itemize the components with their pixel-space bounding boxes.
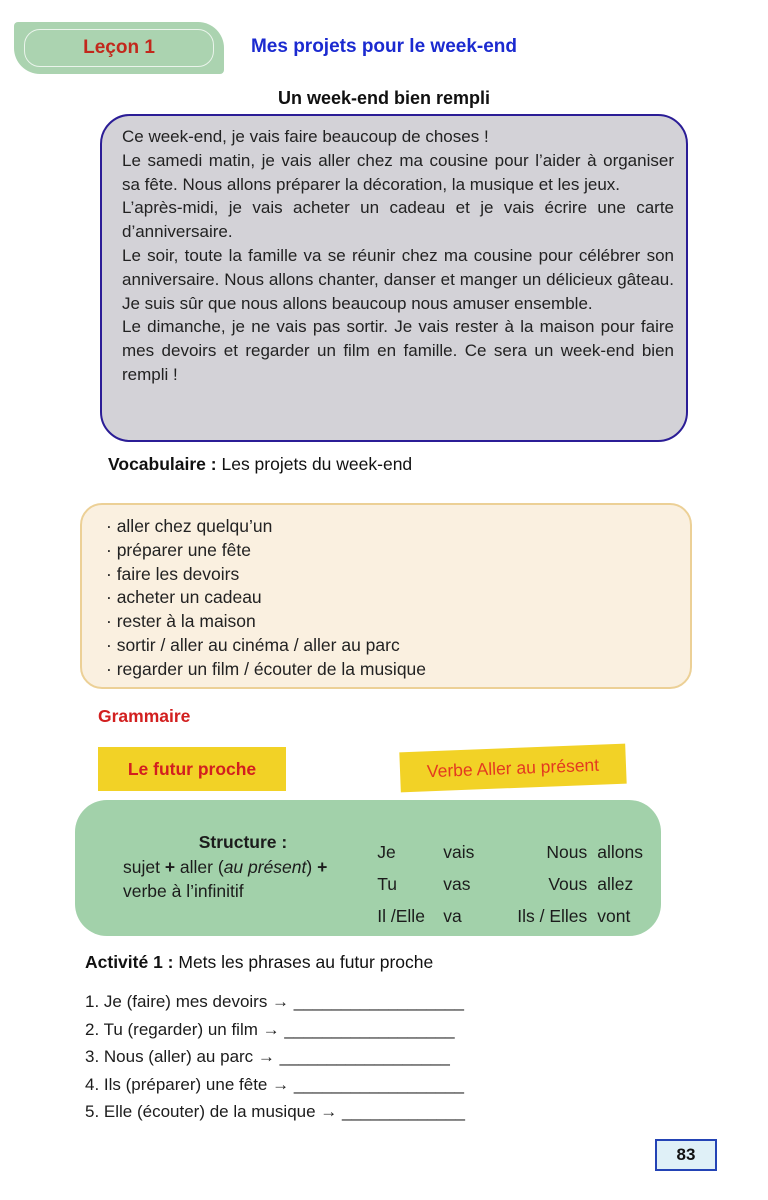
conjugation-pronoun: Il /Elle: [377, 906, 425, 926]
vocabulary-item: · faire les devoirs: [106, 563, 240, 584]
vocabulary-item: · regarder un film / écouter de la musique: [106, 658, 427, 679]
page-number-box: [655, 1139, 717, 1171]
conjugation-verb: vont: [597, 906, 631, 926]
structure-formula-segment: aller (: [175, 856, 224, 877]
conjugation-pronoun: Nous: [546, 842, 588, 862]
lesson-badge-label: Leçon 1: [83, 37, 155, 58]
reading-paragraph: Ce week-end, je vais faire beaucoup de choses !: [122, 127, 489, 146]
vocabulary-label: Vocabulaire :: [108, 454, 217, 474]
structure-title: Structure :: [198, 832, 288, 852]
vocabulary-item: · préparer une fête: [106, 539, 251, 560]
conjugation-pronoun: Ils / Elles: [517, 906, 588, 926]
structure-formula-segment: au présent: [223, 856, 307, 877]
page-title: Mes projets pour le week-end: [250, 36, 518, 57]
vocabulary-box: [80, 503, 692, 689]
conjugation-verb: allez: [597, 874, 634, 894]
reading-paragraph: L’après-midi, je vais acheter un cadeau et je vais écrire une carte d’anniversaire.: [122, 198, 674, 242]
activity-item: 2. Tu (regarder) un film → __________________: [85, 1019, 455, 1039]
conjugation-verb: vas: [443, 874, 471, 894]
structure-formula-line1: [123, 855, 375, 880]
structure-formula-segment: +: [317, 856, 328, 877]
structure-box: [75, 800, 661, 936]
grammar-heading: Grammaire: [98, 706, 191, 726]
vocabulary-subtitle: Les projets du week-end: [221, 454, 413, 474]
conjugation-pronoun: Tu: [377, 874, 398, 894]
reading-title: Un week-end bien rempli: [277, 88, 491, 108]
vocabulary-heading: [108, 454, 412, 475]
activity-list: [85, 988, 465, 1126]
topic-box-verbe-aller-label: Verbe Aller au présent: [426, 754, 600, 781]
reading-paragraph: Le dimanche, je ne vais pas sortir. Je vais rester à la maison pour faire mes devoirs et regarder un film en famille. Ce sera un week-end bien rempli !: [122, 317, 674, 384]
activity-heading: [85, 952, 433, 973]
structure-formula-segment: sujet: [123, 856, 165, 877]
topic-box-futur-proche: [98, 747, 286, 791]
conjugation-pronoun: Vous: [548, 874, 588, 894]
conjugation-verb: allons: [597, 842, 643, 862]
conjugation-table: [375, 800, 661, 936]
structure-formula-line2: verbe à l’infinitif: [123, 881, 244, 901]
structure-column: [75, 800, 375, 936]
vocabulary-item: · rester à la maison: [106, 611, 256, 632]
page-number: 83: [676, 1145, 696, 1164]
activity-instruction: Mets les phrases au futur proche: [178, 952, 434, 972]
conjugation-verb: va: [443, 906, 462, 926]
structure-formula-segment: ): [306, 856, 318, 877]
reading-box: [100, 114, 688, 442]
conjugation-pronoun: Je: [377, 842, 396, 862]
reading-paragraph: Le samedi matin, je vais aller chez ma cousine pour l’aider à organiser sa fête. Nous allons préparer la décoration, la musique et les jeux.: [122, 150, 674, 194]
conjugation-verb: vais: [443, 842, 475, 862]
vocabulary-item: · sortir / aller au cinéma / aller au parc: [106, 634, 400, 655]
activity-item: 1. Je (faire) mes devoirs → __________________: [85, 992, 464, 1011]
topic-box-futur-proche-label: Le futur proche: [127, 758, 257, 779]
vocabulary-item: · acheter un cadeau: [106, 587, 262, 608]
activity-item: 5. Elle (écouter) de la musique → _____________: [85, 1102, 465, 1122]
vocabulary-item: · aller chez quelqu’un: [106, 516, 273, 536]
activity-item: 3. Nous (aller) au parc → __________________: [85, 1047, 450, 1067]
activity-label: Activité 1 :: [85, 952, 174, 972]
structure-formula-segment: +: [164, 856, 176, 877]
reading-paragraph: Le soir, toute la famille va se réunir chez ma cousine pour célébrer son anniversaire. Nous allons chanter, danser et manger un délicieux gâteau. Je suis sûr que nous allons beaucoup nous amuser ensemble.: [122, 245, 674, 313]
topic-box-verbe-aller: [399, 744, 626, 793]
activity-item: 4. Ils (préparer) une fête → __________________: [85, 1074, 464, 1094]
